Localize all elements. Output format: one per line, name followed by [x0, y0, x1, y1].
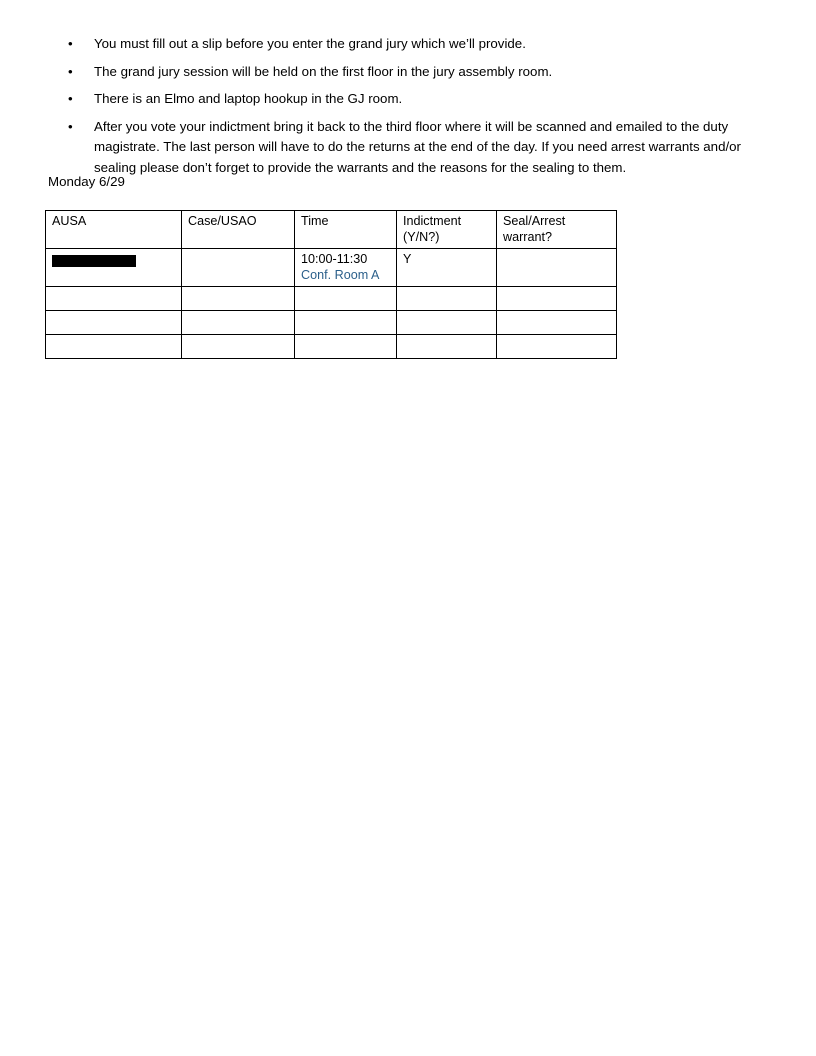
cell-ausa — [46, 287, 182, 311]
table-row — [46, 249, 617, 287]
cell-room-link[interactable]: Conf. Room A — [301, 267, 380, 282]
bullet-marker: • — [68, 91, 73, 107]
cell-time — [295, 249, 397, 287]
list-item — [48, 117, 768, 179]
cell-indictment: Y — [397, 249, 497, 287]
table-row — [46, 311, 617, 335]
schedule-table — [45, 210, 617, 359]
cell-ausa — [46, 311, 182, 335]
cell-seal-warrant — [497, 249, 617, 287]
bullet-marker: • — [68, 63, 73, 79]
column-header-seal-line2: warrant? — [503, 229, 552, 244]
list-item-text: You must fill out a slip before you enter the grand jury which we’ll provide. — [94, 36, 526, 51]
cell-case-usao — [182, 335, 295, 359]
cell-time-value: 10:00-11:30 — [301, 252, 368, 266]
column-header-ausa: AUSA — [46, 211, 182, 249]
cell-case-usao — [182, 249, 295, 287]
bullet-marker: • — [68, 36, 73, 51]
column-header-case-usao: Case/USAO — [182, 211, 295, 249]
bullet-marker: • — [68, 118, 73, 134]
column-header-indictment-line1: Indictment — [403, 214, 462, 228]
column-header-seal-line1: Seal/Arrest — [503, 214, 566, 228]
cell-seal-warrant — [497, 287, 617, 311]
cell-seal-warrant — [497, 335, 617, 359]
table-header-row — [46, 211, 617, 249]
cell-indictment — [397, 311, 497, 335]
cell-indictment — [397, 287, 497, 311]
instructions-list — [48, 34, 768, 186]
cell-seal-warrant — [497, 311, 617, 335]
list-item — [48, 89, 768, 110]
date-caption: Monday 6/29 — [48, 174, 125, 189]
cell-time — [295, 311, 397, 335]
list-item — [48, 34, 768, 55]
column-header-indictment — [397, 211, 497, 249]
list-item — [48, 62, 768, 83]
list-item-text: There is an Elmo and laptop hookup in the GJ room. — [94, 91, 403, 107]
column-header-time: Time — [295, 211, 397, 249]
column-header-indictment-line2: (Y/N?) — [403, 229, 440, 244]
redaction-bar — [52, 255, 136, 267]
cell-time — [295, 287, 397, 311]
cell-indictment — [397, 335, 497, 359]
table-row — [46, 287, 617, 311]
cell-ausa — [46, 335, 182, 359]
list-item-text: The grand jury session will be held on the first floor in the jury assembly room. — [94, 63, 553, 79]
cell-time — [295, 335, 397, 359]
cell-case-usao — [182, 311, 295, 335]
cell-ausa — [46, 249, 182, 287]
cell-case-usao — [182, 287, 295, 311]
column-header-seal-warrant — [497, 211, 617, 249]
table-row — [46, 335, 617, 359]
list-item-text: After you vote your indictment bring it back to the third floor where it will be scanned and emailed to the duty magistrate. The last person will have to do the returns at the end of the day. If you need arrest warrants and/or sealing please don’t forget to provide the warrants and the reasons for the sealing to them. — [94, 118, 741, 175]
